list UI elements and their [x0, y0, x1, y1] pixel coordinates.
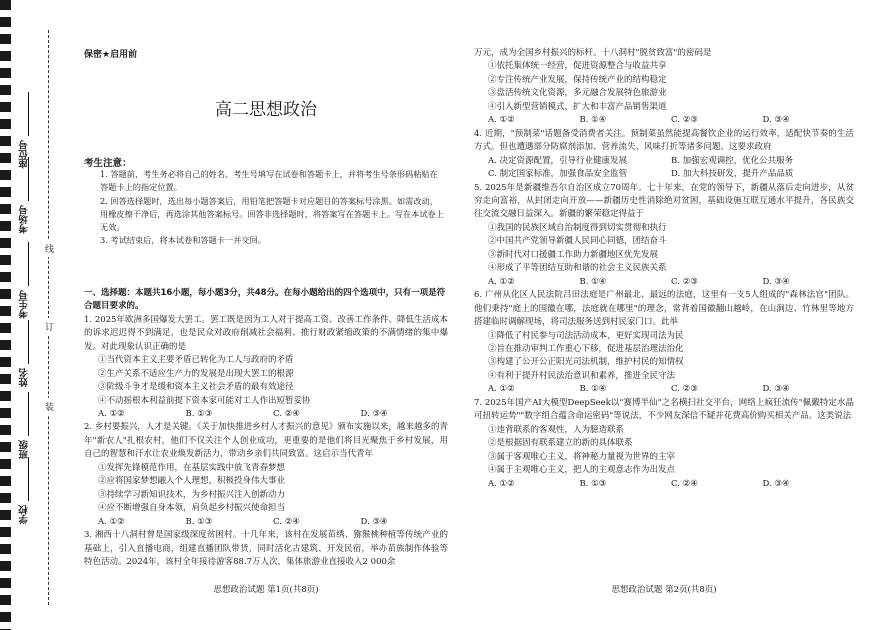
- question-option: ③持续学习新知识技术，为乡村振兴注入创新动力: [98, 489, 286, 500]
- question-option: ②旨在推动审判工作重心下移，促进基层治理法治化: [488, 343, 684, 354]
- choice-a: A. ①②: [488, 384, 515, 395]
- binding-field-label: 座位号: [19, 140, 30, 169]
- choice-c: C. ②④: [273, 408, 300, 419]
- choice-d: D. ③④: [360, 516, 388, 527]
- binding-field-line[interactable]: [28, 242, 29, 286]
- question-option: ②是根据固有联系建立的新的具体联系: [488, 438, 633, 449]
- binding-field-label: 班级: [19, 440, 30, 459]
- question-stem: 3. 湘西十八洞村曾是国家级深度贫困村。十几年来，该村在发展苗绣、猕猴桃种植等传统产业的基础上，引入直播电商，组建直播团队带货，同时活化古建筑、开发民宿，举办苗族制作体验等特色活动。2024年，该村全年接待游客88.7万人次，集体旅游业直接收入2 000余: [84, 530, 448, 567]
- seal-char-zhuang: 装: [45, 398, 54, 415]
- choice-d: D. ③④: [360, 408, 388, 419]
- question-option: ②应将国家梦想融入个人理想，积极投身伟大事业: [98, 476, 286, 487]
- page1-questions: [84, 287, 448, 569]
- question-option: ④属于主观唯心主义，把人的主观意志作为出发点: [488, 465, 676, 476]
- answer-choices-grid: [474, 168, 854, 181]
- question-option: ③构建了公开公正阳光司法机制，维护村民的知情权: [488, 357, 684, 368]
- choice-a: A. ①②: [488, 276, 515, 287]
- choice-b: B. ①③: [579, 478, 607, 489]
- choice-c: C. ②④: [273, 516, 300, 527]
- question-option: ①我国的民族区域自治制度得到切实贯彻和执行: [488, 222, 667, 233]
- binding-field-label: 考生号: [19, 290, 30, 319]
- choice-d: D. ③④: [762, 384, 790, 395]
- page-footer: 思想政治试题 第2页(共8页): [611, 585, 717, 595]
- question-stem: 6. 广州从化区人民法院吕田法庭是广州最北、最远的法庭，这里有一支5人组成的"森林法官"团队。他们秉持"庭上的国徽在哪，法庭就在哪里"的理念，常背着国徽翻山越岭，在山涧边、竹林里等地方搭建临时调解现场，将司法服务送到村民家门口。此举: [474, 290, 854, 328]
- answer-choices: [474, 478, 854, 491]
- choice-c: C. 制定国家标准，加强食品安全监管: [488, 169, 628, 180]
- question-option: ①发挥先锋模范作用，在基层实践中放飞青春梦想: [98, 462, 286, 473]
- answer-choices: [84, 408, 448, 421]
- choice-a: A. 决定资源配置，引导行业健康发展: [488, 155, 628, 166]
- exam-page-1: [84, 0, 448, 630]
- notice-item: 1. 答题前，考生务必将自己的姓名、考生号填写在试卷和答题卡上，并将考生号条形码粘贴在答题卡上的指定位置。: [100, 169, 438, 193]
- choice-c: C. ②③: [671, 384, 698, 395]
- notice-title: 考生注意：: [84, 158, 132, 169]
- choice-a: A. ①②: [488, 478, 515, 489]
- question-stem: 7. 2025年国产AI大模型DeepSeek以"赛博半仙"之名横扫社交平台，网络上疯狂流传"佩戴特定水晶可扭转运势""数字组合蕴含命运密码"等说法，不少网友深信不疑并花费高价购买相关产品。这类说法: [474, 397, 854, 422]
- question-stem: 2. 乡村要振兴，人才是关键。《关于加快推进乡村人才振兴的意见》颁布实施以来，越来越多的青年"新农人"扎根农村，他们不仅关注个人创业成功，更重要的是他们将目光聚焦于乡村发展，用自己的智慧和汗水让农业焕发新活力，带动乡亲们共同致富。这启示当代青年: [84, 422, 448, 460]
- question-option: ④形成了平等团结互助和谐的社会主义民族关系: [488, 263, 667, 274]
- question-stem-continued: 万元，成为全国乡村振兴的标杆。十八洞村"脱贫致富"的密码是: [474, 48, 712, 58]
- choice-b: B. ①③: [185, 516, 213, 527]
- choice-b: B. 加强宏观调控，优化公共服务: [671, 155, 794, 166]
- binding-field-line[interactable]: [28, 92, 29, 136]
- answer-choices: [474, 276, 854, 289]
- question-option: ③属于客观唯心主义，将神秘力量视为世界的主宰: [488, 451, 676, 462]
- choice-c: C. ②③: [671, 276, 698, 287]
- question-option: ③盘活传统文化资源，多元融合发展特色旅游业: [488, 88, 667, 99]
- answer-choices: [474, 383, 854, 396]
- answer-choices: [474, 114, 854, 127]
- choice-a: A. ①②: [98, 408, 125, 419]
- question-option: ④应不断增强自身本领，肩负起乡村振兴使命担当: [98, 503, 286, 514]
- question-option: ④不动摇根本利益前提下资本家可能对工人作出短暂妥协: [98, 395, 311, 406]
- notice-list: [100, 168, 445, 248]
- question-stem: 1. 2025年欧洲多国爆发大罢工。罢工既是因为工人对于提高工资、改善工作条件、降低生活成本的诉求迟迟得不到满足，也是民众对政府削减社会福利、推行财政紧缩政策的不满情绪的集中爆发。对此现象认识正确的是: [84, 314, 448, 352]
- page2-questions: [474, 47, 854, 491]
- question-stem: 4. 近期，"预制菜"话题备受消费者关注。预制菜虽然能提高餐饮企业的运行效率，适配快节奏的生活方式。但也遭遇部分防腐剂添加、营养流失、风味打折等诸多问题。这要求政府: [474, 128, 854, 153]
- seal-char-ding: 订: [45, 318, 54, 335]
- binding-field-label: 学校: [19, 505, 30, 524]
- binding-field-label: 考场号: [19, 205, 30, 234]
- question-option: ④有利于提升村民法治意识和素养，推进全民守法: [488, 370, 676, 381]
- binding-field-line[interactable]: [28, 392, 29, 436]
- choice-b: B. ①④: [579, 115, 607, 126]
- confidential-mark: 保密★启用前: [84, 50, 138, 60]
- question-stem: 5. 2025年是新疆维吾尔自治区成立70周年。七十年来，在党的领导下，新疆从落后走向进步，从贫穷走向富裕，从封闭走向开放——新疆历史性消除绝对贫困，基础设施互联互通水平提升，各民族交往交流交融日益深入。新疆的繁荣稳定得益于: [474, 182, 854, 220]
- answer-choices: [84, 516, 448, 529]
- choice-a: A. ①②: [488, 115, 515, 126]
- exam-title: 高二思想政治: [215, 100, 317, 120]
- question-option: ①依托集体统一经营，促进资源整合与收益共享: [488, 61, 667, 72]
- binding-strip: [0, 0, 62, 630]
- choice-d: D. 加大科技研发，提升产品品质: [671, 169, 794, 180]
- binding-field-line[interactable]: [28, 320, 29, 364]
- notice-item: 2. 回答选择题时，选出每小题答案后，用铅笔把答题卡对应题目的答案标号涂黑。如需改动，用橡皮擦干净后，再选涂其他答案标号。回答非选择题时，将答案写在答题卡上。写在本试卷上无效。: [100, 195, 444, 233]
- page-footer: 思想政治试题 第1页(共8页): [213, 585, 319, 595]
- choice-c: C. ②④: [671, 478, 698, 489]
- choice-a: A. ①②: [98, 516, 125, 527]
- notice-item: 3. 考试结束后，将本试卷和答题卡一并交回。: [100, 235, 266, 246]
- choice-d: D. ③④: [762, 478, 790, 489]
- question-option: ③新时代对口援疆工作助力新疆地区优先发展: [488, 249, 659, 260]
- choice-b: B. ①③: [185, 408, 213, 419]
- seal-char-xian: 线: [45, 240, 54, 257]
- choice-d: D. ③④: [762, 115, 790, 126]
- question-option: ③阶级斗争才是缓和资本主义社会矛盾的最有效途径: [98, 382, 294, 393]
- question-option: ④引入新型营销模式，扩大和丰富产品销售渠道: [488, 101, 667, 112]
- binding-stripes: [0, 0, 11, 630]
- choice-b: B. ①④: [579, 384, 607, 395]
- answer-choices-grid: [474, 155, 854, 168]
- binding-field-label: 姓名: [19, 368, 30, 387]
- choice-c: C. ②③: [671, 115, 698, 126]
- question-option: ①当代资本主义主要矛盾已转化为工人与政府的矛盾: [98, 355, 294, 366]
- question-option: ②中国共产党领导新疆人民同心同德，团结奋斗: [488, 236, 667, 247]
- question-option: ②生产关系不适应生产力的发展是出现大罢工的根源: [98, 368, 294, 379]
- binding-field-line[interactable]: [28, 157, 29, 201]
- binding-field-line[interactable]: [28, 457, 29, 501]
- question-option: ①违背联系的客观性，人为臆造联系: [488, 424, 625, 435]
- question-option: ②专注传统产业发展，保持传统产业的结构稳定: [488, 74, 667, 85]
- choice-d: D. ③④: [762, 276, 790, 287]
- section-header: 一、选择题：本题共16小题，每小题3分，共48分。在每小题给出的四个选项中，只有一项是符合题目要求的。: [84, 288, 446, 312]
- exam-page-2: [474, 0, 854, 630]
- choice-b: B. ①④: [579, 276, 607, 287]
- question-option: ①降低了村民参与司法活动成本，更好实现司法为民: [488, 330, 684, 341]
